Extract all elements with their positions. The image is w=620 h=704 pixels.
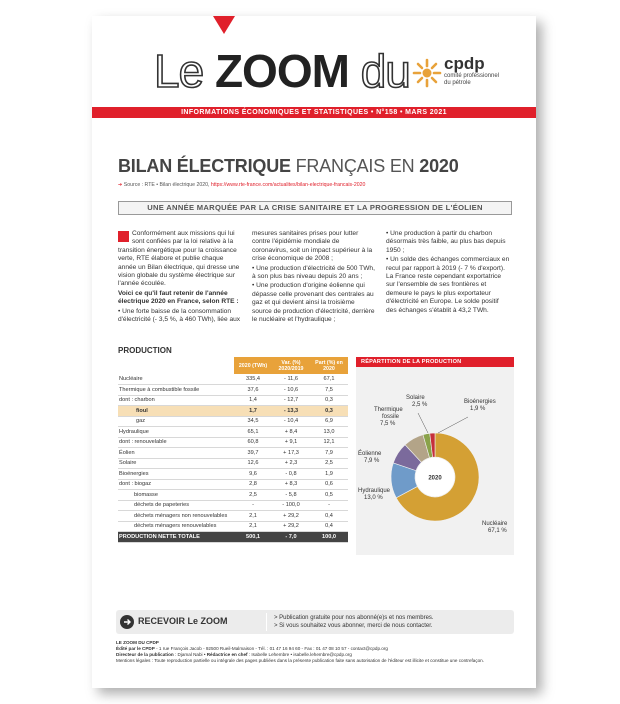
subscribe-line-2: > Si vous souhaitez vous abonner, merci de nous contacter. <box>274 623 433 629</box>
row-var: + 29,2 <box>272 521 310 532</box>
donut-center-label: 2020 <box>428 475 442 482</box>
total-part: 100,0 <box>310 532 348 543</box>
imprint-edit-text: - 1 rue François Jacob - 92500 Rueil-Malmaison - Tél. : 01 47 16 94 60 - Fax : 01 47 08 10 57 - contact@cpdp.org <box>154 646 388 652</box>
imprint <box>116 640 516 664</box>
production-table <box>118 357 348 543</box>
row-label: biomasse <box>118 490 234 501</box>
row-part: 0,6 <box>310 479 348 490</box>
table-total-row <box>118 532 348 543</box>
row-var: + 29,2 <box>272 511 310 522</box>
table-row <box>118 427 348 438</box>
row-part: 0,4 <box>310 511 348 522</box>
source-line <box>118 182 365 188</box>
total-var: - 7,0 <box>272 532 310 543</box>
row-label: Nucléaire <box>118 374 234 385</box>
row-label: déchets ménagers renouvelables <box>118 521 234 532</box>
table-row-highlighted <box>118 406 348 417</box>
subscribe-band <box>116 610 514 634</box>
subscribe-heading <box>138 616 228 626</box>
row-part: 0,3 <box>310 406 348 417</box>
row-var: - 11,6 <box>272 374 310 385</box>
article-p5: • Une production d'électricité de 500 TWh, à son plus bas niveau depuis 20 ans ; <box>252 264 375 281</box>
donut-chart <box>356 367 514 555</box>
row-part: 7,9 <box>310 448 348 459</box>
row-part: 12,1 <box>310 437 348 448</box>
chart-label-3: Thermique fossile 7,5 % <box>374 407 403 427</box>
article-p4: mesures sanitaires prises pour lutter contre l'épidémie mondiale de coronavirus, soit un impact supérieur à la crise économique de 2008 ; <box>252 230 373 263</box>
article-p7: • Une production à partir du charbon désormais très faible, au plus bas depuis 1950 ; <box>386 230 506 254</box>
row-twh: 12,6 <box>234 458 272 469</box>
article-p8: • Un solde des échanges commerciaux en recul par rapport à 2019 (- 7 % d'export). La France reste cependant exportatrice sur l'ensemble de ses frontières et demeure le pays le plus exportateur d'électricité en Europe. Le solde positif des échanges s'établit à 43,2 TWh. <box>386 256 510 314</box>
table-row <box>118 479 348 490</box>
row-label: déchets de papeteries <box>118 500 234 511</box>
row-label: dont : charbon <box>118 395 234 406</box>
row-part: 2,5 <box>310 458 348 469</box>
row-var: - 5,8 <box>272 490 310 501</box>
logo-word: cpdp <box>444 54 485 73</box>
leader-line-5 <box>438 417 468 433</box>
header-part: Part (%) en 2020 <box>310 357 348 374</box>
chart-label-4: Solaire 2,5 % <box>406 395 428 408</box>
arrow-right-icon: ➔ <box>118 182 124 188</box>
row-twh: 2,1 <box>234 521 272 532</box>
row-var: + 8,3 <box>272 479 310 490</box>
table-row <box>118 490 348 501</box>
red-triangle-decor <box>213 16 235 34</box>
masthead-zoom: ZOOM <box>214 45 349 97</box>
newsletter-page <box>92 16 536 688</box>
arrow-circle-icon[interactable] <box>120 615 134 629</box>
article-column-3 <box>386 230 510 316</box>
row-var: - 10,4 <box>272 416 310 427</box>
article-p3: • Une forte baisse de la consommation d'électricité (- 3,5 %, à 460 TWh), liée aux <box>118 307 241 324</box>
page-title <box>118 156 459 177</box>
cpdp-logo <box>412 54 512 94</box>
row-label: Bioénergies <box>118 469 234 480</box>
total-twh: 500,1 <box>234 532 272 543</box>
red-square-icon <box>118 231 129 242</box>
source-link[interactable]: https://www.rte-france.com/actualites/bilan-electrique-francais-2020 <box>210 182 366 188</box>
table-row <box>118 448 348 459</box>
row-twh: 37,6 <box>234 385 272 396</box>
row-label: fioul <box>118 406 234 417</box>
info-band: INFORMATIONS ÉCONOMIQUES ET STATISTIQUES • N°158 • MARS 2021 <box>92 107 536 118</box>
row-part: 67,1 <box>310 374 348 385</box>
row-part: 6,9 <box>310 416 348 427</box>
table-row <box>118 521 348 532</box>
row-part: 0,4 <box>310 521 348 532</box>
row-twh: 34,5 <box>234 416 272 427</box>
row-twh: 1,4 <box>234 395 272 406</box>
row-part: 7,5 <box>310 385 348 396</box>
row-var: - 13,3 <box>272 406 310 417</box>
imprint-red-text: : Isabelle Lehembre • isabelle.lehembre@cpdp.org <box>247 652 352 658</box>
table-row <box>118 500 348 511</box>
title-bold-1: BILAN ÉLECTRIQUE <box>118 156 291 176</box>
masthead-du: du <box>360 45 410 97</box>
imprint-red-label: Rédactrice en chef <box>206 652 248 658</box>
cpdp-flame-icon <box>412 58 442 88</box>
row-twh: 39,7 <box>234 448 272 459</box>
imprint-pub: LE ZOOM DU CPDP <box>116 640 159 645</box>
article-p2: Voici ce qu'il faut retenir de l'année électrique 2020 en France, selon RTE : <box>118 289 239 306</box>
table-row <box>118 395 348 406</box>
row-part: 1,9 <box>310 469 348 480</box>
imprint-dir-text: : Djamal Nabi • <box>173 652 207 658</box>
row-var: - 100,0 <box>272 500 310 511</box>
table-row <box>118 458 348 469</box>
recevoir-label: RECEVOIR <box>138 616 186 626</box>
total-label: PRODUCTION NETTE TOTALE <box>118 532 234 543</box>
zoom-label: Le ZOOM <box>187 616 228 626</box>
row-twh: 2,8 <box>234 479 272 490</box>
header-twh: 2020 (TWh) <box>234 357 272 374</box>
row-part: 0,5 <box>310 490 348 501</box>
row-label: gaz <box>118 416 234 427</box>
row-label: dont : biogaz <box>118 479 234 490</box>
source-prefix: Source : RTE • Bilan électrique 2020, <box>123 182 211 188</box>
chart-panel <box>356 357 514 555</box>
row-var: - 0,8 <box>272 469 310 480</box>
chart-label-1: Hydraulique 13,0 % <box>358 488 391 501</box>
chart-label-0: Nucléaire 67,1 % <box>482 521 508 534</box>
row-label: Hydraulique <box>118 427 234 438</box>
article-column-1 <box>118 230 242 325</box>
table-row <box>118 469 348 480</box>
logo-subtitle: comité professionnel du pétrole <box>444 73 500 86</box>
subscribe-message <box>274 614 434 630</box>
header-var: Var. (%) 2020/2019 <box>272 357 310 374</box>
article-p1: Conformément aux missions qui lui sont confiées par la loi relative à la transition énergétique pour la croissance verte, RTE élabore et publie chaque année un Bilan électrique, qui dresse une vision globale du système électrique sur l'année écoulée. <box>118 230 240 288</box>
chart-label-2: Éolienne 7,9 % <box>358 451 382 464</box>
row-label: dont : renouvelable <box>118 437 234 448</box>
row-twh: 335,4 <box>234 374 272 385</box>
row-twh: 60,8 <box>234 437 272 448</box>
subscribe-line-1: > Publication gratuite pour nos abonné(e)s et nos membres. <box>274 615 434 621</box>
table-row <box>118 416 348 427</box>
row-twh: 9,6 <box>234 469 272 480</box>
title-bold-2: 2020 <box>419 156 459 176</box>
row-twh: 65,1 <box>234 427 272 438</box>
row-var: + 2,3 <box>272 458 310 469</box>
leader-line-4 <box>418 413 428 433</box>
table-row <box>118 511 348 522</box>
table-row <box>118 437 348 448</box>
article-column-2 <box>252 230 376 325</box>
imprint-legal: Mentions légales : Toute reproduction partielle ou intégrale des pages publiées dans la présente publication faite sans autorisation de l'éditeur est illicite et constitue une contrefaçon. <box>116 658 485 664</box>
row-var: + 8,4 <box>272 427 310 438</box>
row-var: - 12,7 <box>272 395 310 406</box>
row-var: + 17,3 <box>272 448 310 459</box>
row-twh: - <box>234 500 272 511</box>
article-p6: • Une production d'origine éolienne qui dépasse celle provenant des centrales au gaz et qui devient ainsi la troisième source de production d'électricité, derrière le nucléaire et l'hydraulique ; <box>252 282 375 324</box>
table-title: PRODUCTION <box>118 346 172 355</box>
title-light: FRANÇAIS EN <box>295 156 415 176</box>
row-label: Éolien <box>118 448 234 459</box>
table-row <box>118 374 348 385</box>
chart-title: RÉPARTITION DE LA PRODUCTION <box>356 357 514 367</box>
row-part: - <box>310 500 348 511</box>
row-twh: 2,1 <box>234 511 272 522</box>
masthead-le: Le <box>154 45 204 97</box>
row-label: Thermique à combustible fossile <box>118 385 234 396</box>
section-subtitle: UNE ANNÉE MARQUÉE PAR LA CRISE SANITAIRE ET LA PROGRESSION DE L'ÉOLIEN <box>118 201 512 215</box>
divider <box>266 613 267 631</box>
header-blank <box>118 357 234 374</box>
row-label: Solaire <box>118 458 234 469</box>
table-header-row <box>118 357 348 374</box>
table-row <box>118 385 348 396</box>
row-twh: 1,7 <box>234 406 272 417</box>
masthead <box>154 45 410 97</box>
chart-label-5: Bioénergies 1,9 % <box>464 399 496 412</box>
imprint-dir-label: Directeur de la publication <box>116 652 174 658</box>
row-var: + 9,1 <box>272 437 310 448</box>
imprint-edit-label: Édité par le CPDP <box>116 646 155 652</box>
row-label: déchets ménagers non renouvelables <box>118 511 234 522</box>
row-part: 0,3 <box>310 395 348 406</box>
row-var: - 10,6 <box>272 385 310 396</box>
row-twh: 2,5 <box>234 490 272 501</box>
row-part: 13,0 <box>310 427 348 438</box>
